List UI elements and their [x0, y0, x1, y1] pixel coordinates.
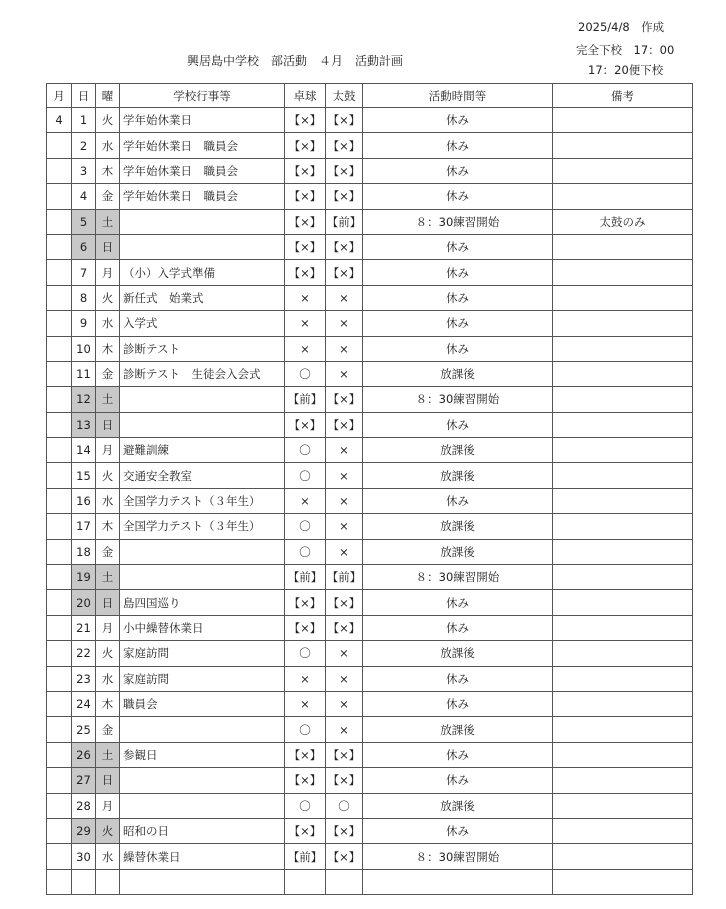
notes-cell: [553, 285, 693, 310]
weekday-cell: 火: [96, 463, 120, 488]
weekday-cell: 火: [96, 641, 120, 666]
col-taiko-header: 太鼓: [326, 84, 363, 108]
notes-cell: [553, 539, 693, 564]
notes-cell: [553, 184, 693, 209]
taiko-cell: ×: [326, 514, 363, 539]
table-tennis-cell: 【×】: [285, 260, 326, 285]
table-tennis-cell: ×: [285, 311, 326, 336]
month-cell: [47, 285, 72, 310]
table-row: [47, 539, 693, 564]
table-tennis-cell: 〇: [285, 514, 326, 539]
event-cell: （小）入学式準備: [120, 260, 285, 285]
month-cell: 4: [47, 108, 72, 133]
event-cell: 入学式: [120, 311, 285, 336]
table-row: [47, 590, 693, 615]
weekday-cell: 月: [96, 615, 120, 640]
table-row: [47, 209, 693, 234]
taiko-cell: 【×】: [326, 844, 363, 869]
day-cell: 24: [72, 691, 96, 716]
notes-cell: [553, 793, 693, 818]
table-tennis-cell: ×: [285, 488, 326, 513]
activity-schedule-table: [46, 83, 693, 895]
event-cell: 避難訓練: [120, 438, 285, 463]
month-cell: [47, 133, 72, 158]
activity-cell: 休み: [363, 590, 553, 615]
notes-cell: [553, 691, 693, 716]
table-row: [47, 869, 693, 894]
notes-cell: [553, 311, 693, 336]
activity-cell: 放課後: [363, 539, 553, 564]
day-cell: 8: [72, 285, 96, 310]
taiko-cell: 【×】: [326, 590, 363, 615]
table-tennis-cell: 〇: [285, 361, 326, 386]
weekday-cell: 月: [96, 438, 120, 463]
notes-cell: [553, 438, 693, 463]
table-header-row: [47, 84, 693, 108]
table-row: [47, 387, 693, 412]
notes-cell: [553, 412, 693, 437]
day-cell: 10: [72, 336, 96, 361]
notes-cell: [553, 590, 693, 615]
taiko-cell: 【×】: [326, 387, 363, 412]
table-tennis-cell: 【×】: [285, 818, 326, 843]
notes-cell: [553, 234, 693, 259]
event-cell: 学年始休業日 職員会: [120, 158, 285, 183]
day-cell: 25: [72, 717, 96, 742]
event-cell: [120, 539, 285, 564]
activity-cell: 放課後: [363, 514, 553, 539]
col-weekday-header: 曜: [96, 84, 120, 108]
table-row: [47, 234, 693, 259]
table-row: [47, 133, 693, 158]
table-row: [47, 285, 693, 310]
notes-cell: [553, 641, 693, 666]
notes-cell: 太鼓のみ: [553, 209, 693, 234]
month-cell: [47, 793, 72, 818]
activity-cell: ８：30練習開始: [363, 209, 553, 234]
event-cell: 島四国巡り: [120, 590, 285, 615]
weekday-cell: 水: [96, 133, 120, 158]
activity-cell: 放課後: [363, 438, 553, 463]
table-row: [47, 793, 693, 818]
taiko-cell: 【×】: [326, 818, 363, 843]
taiko-cell: ×: [326, 285, 363, 310]
table-tennis-cell: 【×】: [285, 108, 326, 133]
month-cell: [47, 488, 72, 513]
taiko-cell: ×: [326, 539, 363, 564]
event-cell: [120, 209, 285, 234]
activity-cell: ８：30練習開始: [363, 844, 553, 869]
weekday-cell: 火: [96, 108, 120, 133]
created-date: 2025/4/8 作成: [578, 20, 665, 34]
notes-cell: [553, 260, 693, 285]
table-row: [47, 666, 693, 691]
taiko-cell: ×: [326, 666, 363, 691]
activity-cell: 休み: [363, 768, 553, 793]
event-cell: 家庭訪問: [120, 641, 285, 666]
day-cell: 28: [72, 793, 96, 818]
event-cell: 学年始休業日: [120, 108, 285, 133]
page-title: 興居島中学校 部活動 ４月 活動計画: [187, 54, 404, 68]
activity-cell: 休み: [363, 336, 553, 361]
month-cell: [47, 412, 72, 437]
notes-cell: [553, 158, 693, 183]
table-tennis-cell: 【×】: [285, 742, 326, 767]
table-tennis-cell: [285, 869, 326, 894]
day-cell: 9: [72, 311, 96, 336]
notes-cell: [553, 818, 693, 843]
weekday-cell: 火: [96, 818, 120, 843]
col-month-header: 月: [47, 84, 72, 108]
col-activity-header: 活動時間等: [363, 84, 553, 108]
taiko-cell: 〇: [326, 793, 363, 818]
activity-cell: 休み: [363, 615, 553, 640]
activity-cell: 休み: [363, 184, 553, 209]
notes-cell: [553, 463, 693, 488]
notes-cell: [553, 869, 693, 894]
event-cell: 全国学力テスト（３年生）: [120, 488, 285, 513]
taiko-cell: 【前】: [326, 565, 363, 590]
day-cell: 1: [72, 108, 96, 133]
notes-cell: [553, 488, 693, 513]
day-cell: 21: [72, 615, 96, 640]
notes-cell: [553, 717, 693, 742]
month-cell: [47, 361, 72, 386]
table-tennis-cell: 【×】: [285, 133, 326, 158]
month-cell: [47, 666, 72, 691]
month-cell: [47, 387, 72, 412]
weekday-cell: 金: [96, 717, 120, 742]
month-cell: [47, 539, 72, 564]
weekday-cell: 金: [96, 184, 120, 209]
weekday-cell: 水: [96, 666, 120, 691]
weekday-cell: 日: [96, 234, 120, 259]
table-tennis-cell: 〇: [285, 717, 326, 742]
event-cell: [120, 869, 285, 894]
weekday-cell: 金: [96, 539, 120, 564]
table-tennis-cell: 【×】: [285, 209, 326, 234]
month-cell: [47, 691, 72, 716]
weekday-cell: 水: [96, 311, 120, 336]
table-tennis-cell: 【×】: [285, 158, 326, 183]
weekday-cell: 土: [96, 209, 120, 234]
month-cell: [47, 742, 72, 767]
month-cell: [47, 869, 72, 894]
event-cell: 診断テスト: [120, 336, 285, 361]
month-cell: [47, 158, 72, 183]
table-row: [47, 615, 693, 640]
notes-cell: [553, 742, 693, 767]
col-table-tennis-header: 卓球: [285, 84, 326, 108]
taiko-cell: 【×】: [326, 133, 363, 158]
table-row: [47, 717, 693, 742]
table-row: [47, 641, 693, 666]
notes-cell: [553, 666, 693, 691]
col-day-header: 日: [72, 84, 96, 108]
month-cell: [47, 336, 72, 361]
weekday-cell: 木: [96, 158, 120, 183]
event-cell: [120, 768, 285, 793]
activity-cell: 休み: [363, 412, 553, 437]
day-cell: 2: [72, 133, 96, 158]
weekday-cell: 水: [96, 844, 120, 869]
table-tennis-cell: 【×】: [285, 234, 326, 259]
month-cell: [47, 590, 72, 615]
weekday-cell: [96, 869, 120, 894]
event-cell: [120, 565, 285, 590]
day-cell: 5: [72, 209, 96, 234]
taiko-cell: [326, 869, 363, 894]
table-tennis-cell: 〇: [285, 641, 326, 666]
event-cell: 職員会: [120, 691, 285, 716]
notes-cell: [553, 108, 693, 133]
notes-cell: [553, 615, 693, 640]
taiko-cell: ×: [326, 361, 363, 386]
day-cell: 30: [72, 844, 96, 869]
table-row: [47, 844, 693, 869]
weekday-cell: 木: [96, 691, 120, 716]
table-tennis-cell: 【×】: [285, 590, 326, 615]
day-cell: 27: [72, 768, 96, 793]
table-row: [47, 818, 693, 843]
taiko-cell: ×: [326, 717, 363, 742]
activity-cell: 休み: [363, 488, 553, 513]
weekday-cell: 木: [96, 336, 120, 361]
month-cell: [47, 311, 72, 336]
month-cell: [47, 641, 72, 666]
taiko-cell: ×: [326, 311, 363, 336]
activity-cell: 休み: [363, 133, 553, 158]
taiko-cell: 【×】: [326, 768, 363, 793]
taiko-cell: ×: [326, 691, 363, 716]
day-cell: 7: [72, 260, 96, 285]
event-cell: 交通安全教室: [120, 463, 285, 488]
taiko-cell: 【×】: [326, 184, 363, 209]
day-cell: 29: [72, 818, 96, 843]
table-row: [47, 361, 693, 386]
activity-cell: [363, 869, 553, 894]
month-cell: [47, 234, 72, 259]
activity-cell: 放課後: [363, 641, 553, 666]
month-cell: [47, 184, 72, 209]
day-cell: 3: [72, 158, 96, 183]
taiko-cell: 【×】: [326, 412, 363, 437]
notes-cell: [553, 844, 693, 869]
table-tennis-cell: ×: [285, 285, 326, 310]
taiko-cell: 【×】: [326, 615, 363, 640]
table-tennis-cell: 【前】: [285, 387, 326, 412]
weekday-cell: 土: [96, 387, 120, 412]
table-row: [47, 463, 693, 488]
activity-cell: 放課後: [363, 793, 553, 818]
event-cell: [120, 717, 285, 742]
month-cell: [47, 260, 72, 285]
activity-cell: 放課後: [363, 361, 553, 386]
activity-cell: 休み: [363, 311, 553, 336]
day-cell: 11: [72, 361, 96, 386]
table-tennis-cell: 【×】: [285, 768, 326, 793]
month-cell: [47, 438, 72, 463]
day-cell: 26: [72, 742, 96, 767]
day-cell: 17: [72, 514, 96, 539]
notes-cell: [553, 768, 693, 793]
weekday-cell: 木: [96, 514, 120, 539]
table-row: [47, 311, 693, 336]
month-cell: [47, 565, 72, 590]
day-cell: 6: [72, 234, 96, 259]
table-tennis-cell: ×: [285, 666, 326, 691]
table-row: [47, 691, 693, 716]
day-cell: 15: [72, 463, 96, 488]
weekday-cell: 水: [96, 488, 120, 513]
table-row: [47, 768, 693, 793]
taiko-cell: 【×】: [326, 742, 363, 767]
taiko-cell: 【×】: [326, 108, 363, 133]
table-tennis-cell: 【×】: [285, 615, 326, 640]
event-cell: [120, 387, 285, 412]
table-row: [47, 488, 693, 513]
activity-cell: 休み: [363, 260, 553, 285]
taiko-cell: ×: [326, 641, 363, 666]
activity-cell: 休み: [363, 108, 553, 133]
notes-cell: [553, 387, 693, 412]
activity-cell: 休み: [363, 158, 553, 183]
table-tennis-cell: 〇: [285, 793, 326, 818]
table-row: [47, 260, 693, 285]
taiko-cell: 【前】: [326, 209, 363, 234]
activity-cell: 休み: [363, 691, 553, 716]
weekday-cell: 日: [96, 590, 120, 615]
table-row: [47, 438, 693, 463]
table-row: [47, 565, 693, 590]
table-tennis-cell: 〇: [285, 463, 326, 488]
day-cell: 18: [72, 539, 96, 564]
taiko-cell: 【×】: [326, 234, 363, 259]
month-cell: [47, 463, 72, 488]
table-tennis-cell: 【×】: [285, 412, 326, 437]
table-tennis-cell: 【前】: [285, 565, 326, 590]
taiko-cell: ×: [326, 488, 363, 513]
col-event-header: 学校行事等: [120, 84, 285, 108]
day-cell: [72, 869, 96, 894]
notes-cell: [553, 565, 693, 590]
event-cell: 昭和の日: [120, 818, 285, 843]
event-cell: 参観日: [120, 742, 285, 767]
taiko-cell: ×: [326, 336, 363, 361]
taiko-cell: ×: [326, 438, 363, 463]
day-cell: 14: [72, 438, 96, 463]
weekday-cell: 土: [96, 742, 120, 767]
activity-cell: 休み: [363, 285, 553, 310]
weekday-cell: 火: [96, 285, 120, 310]
activity-cell: 休み: [363, 818, 553, 843]
table-tennis-cell: 【前】: [285, 844, 326, 869]
activity-cell: 放課後: [363, 463, 553, 488]
event-cell: [120, 793, 285, 818]
activity-cell: 休み: [363, 666, 553, 691]
day-cell: 20: [72, 590, 96, 615]
day-cell: 19: [72, 565, 96, 590]
table-row: [47, 514, 693, 539]
table-tennis-cell: 〇: [285, 438, 326, 463]
table-row: [47, 184, 693, 209]
notes-cell: [553, 514, 693, 539]
event-cell: 診断テスト 生徒会入会式: [120, 361, 285, 386]
event-cell: 新任式 始業式: [120, 285, 285, 310]
notes-cell: [553, 133, 693, 158]
event-cell: [120, 234, 285, 259]
taiko-cell: 【×】: [326, 260, 363, 285]
event-cell: [120, 412, 285, 437]
month-cell: [47, 768, 72, 793]
weekday-cell: 月: [96, 260, 120, 285]
activity-cell: ８：30練習開始: [363, 387, 553, 412]
weekday-cell: 土: [96, 565, 120, 590]
weekday-cell: 日: [96, 412, 120, 437]
weekday-cell: 金: [96, 361, 120, 386]
activity-cell: 休み: [363, 234, 553, 259]
activity-cell: ８：30練習開始: [363, 565, 553, 590]
activity-cell: 休み: [363, 742, 553, 767]
day-cell: 13: [72, 412, 96, 437]
table-row: [47, 336, 693, 361]
table-row: [47, 742, 693, 767]
month-cell: [47, 818, 72, 843]
col-notes-header: 備考: [553, 84, 693, 108]
event-cell: 学年始休業日 職員会: [120, 184, 285, 209]
table-tennis-cell: 【×】: [285, 184, 326, 209]
table-tennis-cell: ×: [285, 691, 326, 716]
event-cell: 繰替休業日: [120, 844, 285, 869]
month-cell: [47, 514, 72, 539]
day-cell: 23: [72, 666, 96, 691]
activity-cell: 放課後: [363, 717, 553, 742]
weekday-cell: 月: [96, 793, 120, 818]
notes-cell: [553, 336, 693, 361]
table-tennis-cell: 〇: [285, 539, 326, 564]
taiko-cell: ×: [326, 463, 363, 488]
bus-dismissal-time: 17：20便下校: [588, 63, 664, 77]
event-cell: 家庭訪問: [120, 666, 285, 691]
day-cell: 12: [72, 387, 96, 412]
taiko-cell: 【×】: [326, 158, 363, 183]
table-row: [47, 108, 693, 133]
table-row: [47, 158, 693, 183]
month-cell: [47, 615, 72, 640]
month-cell: [47, 844, 72, 869]
day-cell: 4: [72, 184, 96, 209]
weekday-cell: 日: [96, 768, 120, 793]
table-tennis-cell: ×: [285, 336, 326, 361]
day-cell: 16: [72, 488, 96, 513]
dismissal-time: 完全下校 17：00: [576, 43, 675, 57]
month-cell: [47, 717, 72, 742]
notes-cell: [553, 361, 693, 386]
month-cell: [47, 209, 72, 234]
day-cell: 22: [72, 641, 96, 666]
table-row: [47, 412, 693, 437]
event-cell: 小中繰替休業日: [120, 615, 285, 640]
event-cell: 学年始休業日 職員会: [120, 133, 285, 158]
event-cell: 全国学力テスト（３年生）: [120, 514, 285, 539]
